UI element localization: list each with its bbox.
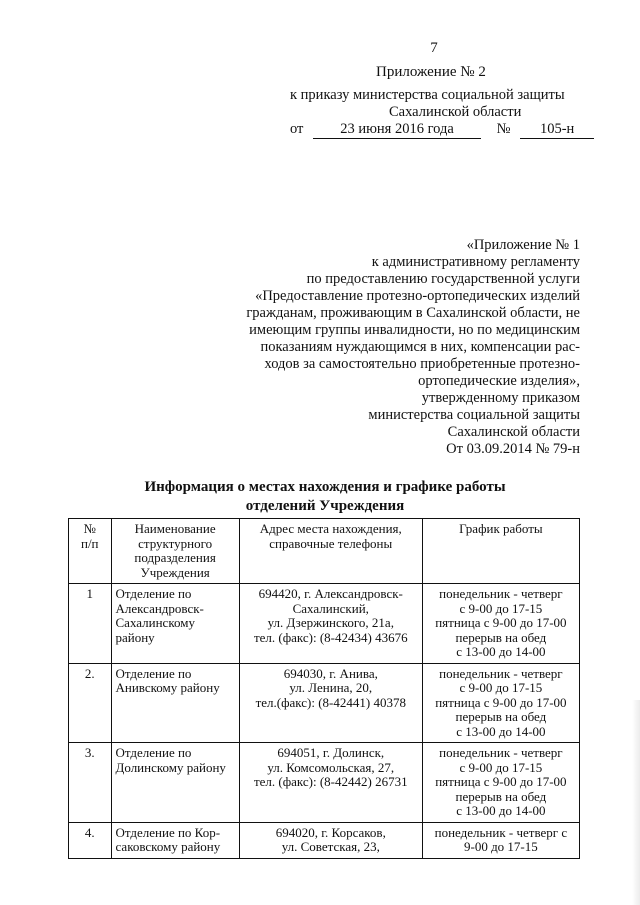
header-num: № п/п bbox=[69, 519, 112, 584]
regulation-line: по предоставлению государственной услуги bbox=[306, 271, 580, 287]
row-schedule: понедельник - четверг с 9-00 до 17-15 пятница с 9-00 до 17-00 перерыв на обед с 13-00 до 14-00 bbox=[422, 584, 579, 664]
row-address: 694030, г. Анива, ул. Ленина, 20, тел.(факс): (8-42441) 40378 bbox=[239, 663, 422, 743]
row-num: 4. bbox=[69, 822, 112, 858]
table-row bbox=[69, 663, 580, 743]
regulation-line: «Приложение № 1 bbox=[466, 237, 580, 253]
appendix-title: Приложение № 2 bbox=[376, 64, 486, 80]
row-schedule: понедельник - четверг с 9-00 до 17-15 пятница с 9-00 до 17-00 перерыв на обед с 13-00 до 14-00 bbox=[422, 743, 579, 823]
info-title-line-2: отделений Учреждения bbox=[245, 498, 405, 514]
regulation-line: Сахалинской области bbox=[447, 424, 580, 440]
row-schedule: понедельник - четверг с 9-00 до 17-15 пятница с 9-00 до 17-00 перерыв на обед с 13-00 до 14-00 bbox=[422, 663, 579, 743]
row-num: 1 bbox=[69, 584, 112, 664]
regulation-line: ортопедические изделия», bbox=[418, 373, 580, 389]
regulation-line: ходов за самостоятельно приобретенные протезно- bbox=[264, 356, 580, 372]
header-schedule: График работы bbox=[422, 519, 579, 584]
order-date-line bbox=[290, 121, 594, 139]
row-name: Отделение по Александровск- Сахалинскому району bbox=[111, 584, 239, 664]
regulation-line: к административному регламенту bbox=[371, 254, 580, 270]
regulation-line: показаниям нуждающимся в них, компенсации рас- bbox=[260, 339, 580, 355]
header-address: Адрес места нахождения, справочные телефоны bbox=[239, 519, 422, 584]
row-name: Отделение по Долинскому району bbox=[111, 743, 239, 823]
row-address: 694420, г. Александровск- Сахалинский, ул. Дзержинского, 21а, тел. (факс): (8-42434) 43676 bbox=[239, 584, 422, 664]
number-prefix: № bbox=[496, 121, 511, 137]
table-header-row bbox=[69, 519, 580, 584]
row-address: 694020, г. Корсаков, ул. Советская, 23, bbox=[239, 822, 422, 858]
info-title-line-1: Информация о местах нахождения и графике работы bbox=[144, 479, 506, 495]
order-date: 23 июня 2016 года bbox=[313, 121, 481, 139]
row-name: Отделение по Кор- саковскому району bbox=[111, 822, 239, 858]
regulation-line: От 03.09.2014 № 79-н bbox=[446, 441, 580, 457]
scan-edge-shadow bbox=[632, 700, 640, 905]
table-row bbox=[69, 743, 580, 823]
page-number: 7 bbox=[430, 40, 438, 56]
row-schedule: понедельник - четверг с 9-00 до 17-15 bbox=[422, 822, 579, 858]
from-prefix: от bbox=[290, 121, 304, 137]
regulation-line: «Предоставление протезно-ортопедических изделий bbox=[255, 288, 580, 304]
row-num: 3. bbox=[69, 743, 112, 823]
row-num: 2. bbox=[69, 663, 112, 743]
regulation-line: имеющим группы инвалидности, но по медицинским bbox=[249, 322, 580, 338]
regulation-line: утвержденному приказом bbox=[421, 390, 580, 406]
regulation-line: министерства социальной защиты bbox=[368, 407, 580, 423]
order-number: 105-н bbox=[520, 121, 594, 139]
table-row bbox=[69, 822, 580, 858]
regulation-block bbox=[200, 237, 580, 458]
order-line-1: к приказу министерства социальной защиты bbox=[290, 87, 565, 103]
header-name: Наименование структурного подразделения Учреждения bbox=[111, 519, 239, 584]
table-row bbox=[69, 584, 580, 664]
info-title bbox=[110, 478, 540, 516]
row-name: Отделение по Анивскому району bbox=[111, 663, 239, 743]
regulation-line: гражданам, проживающим в Сахалинской области, не bbox=[246, 305, 580, 321]
branches-table bbox=[68, 518, 580, 859]
row-address: 694051, г. Долинск, ул. Комсомольская, 27, тел. (факс): (8-42442) 26731 bbox=[239, 743, 422, 823]
order-line-2: Сахалинской области bbox=[389, 104, 522, 120]
